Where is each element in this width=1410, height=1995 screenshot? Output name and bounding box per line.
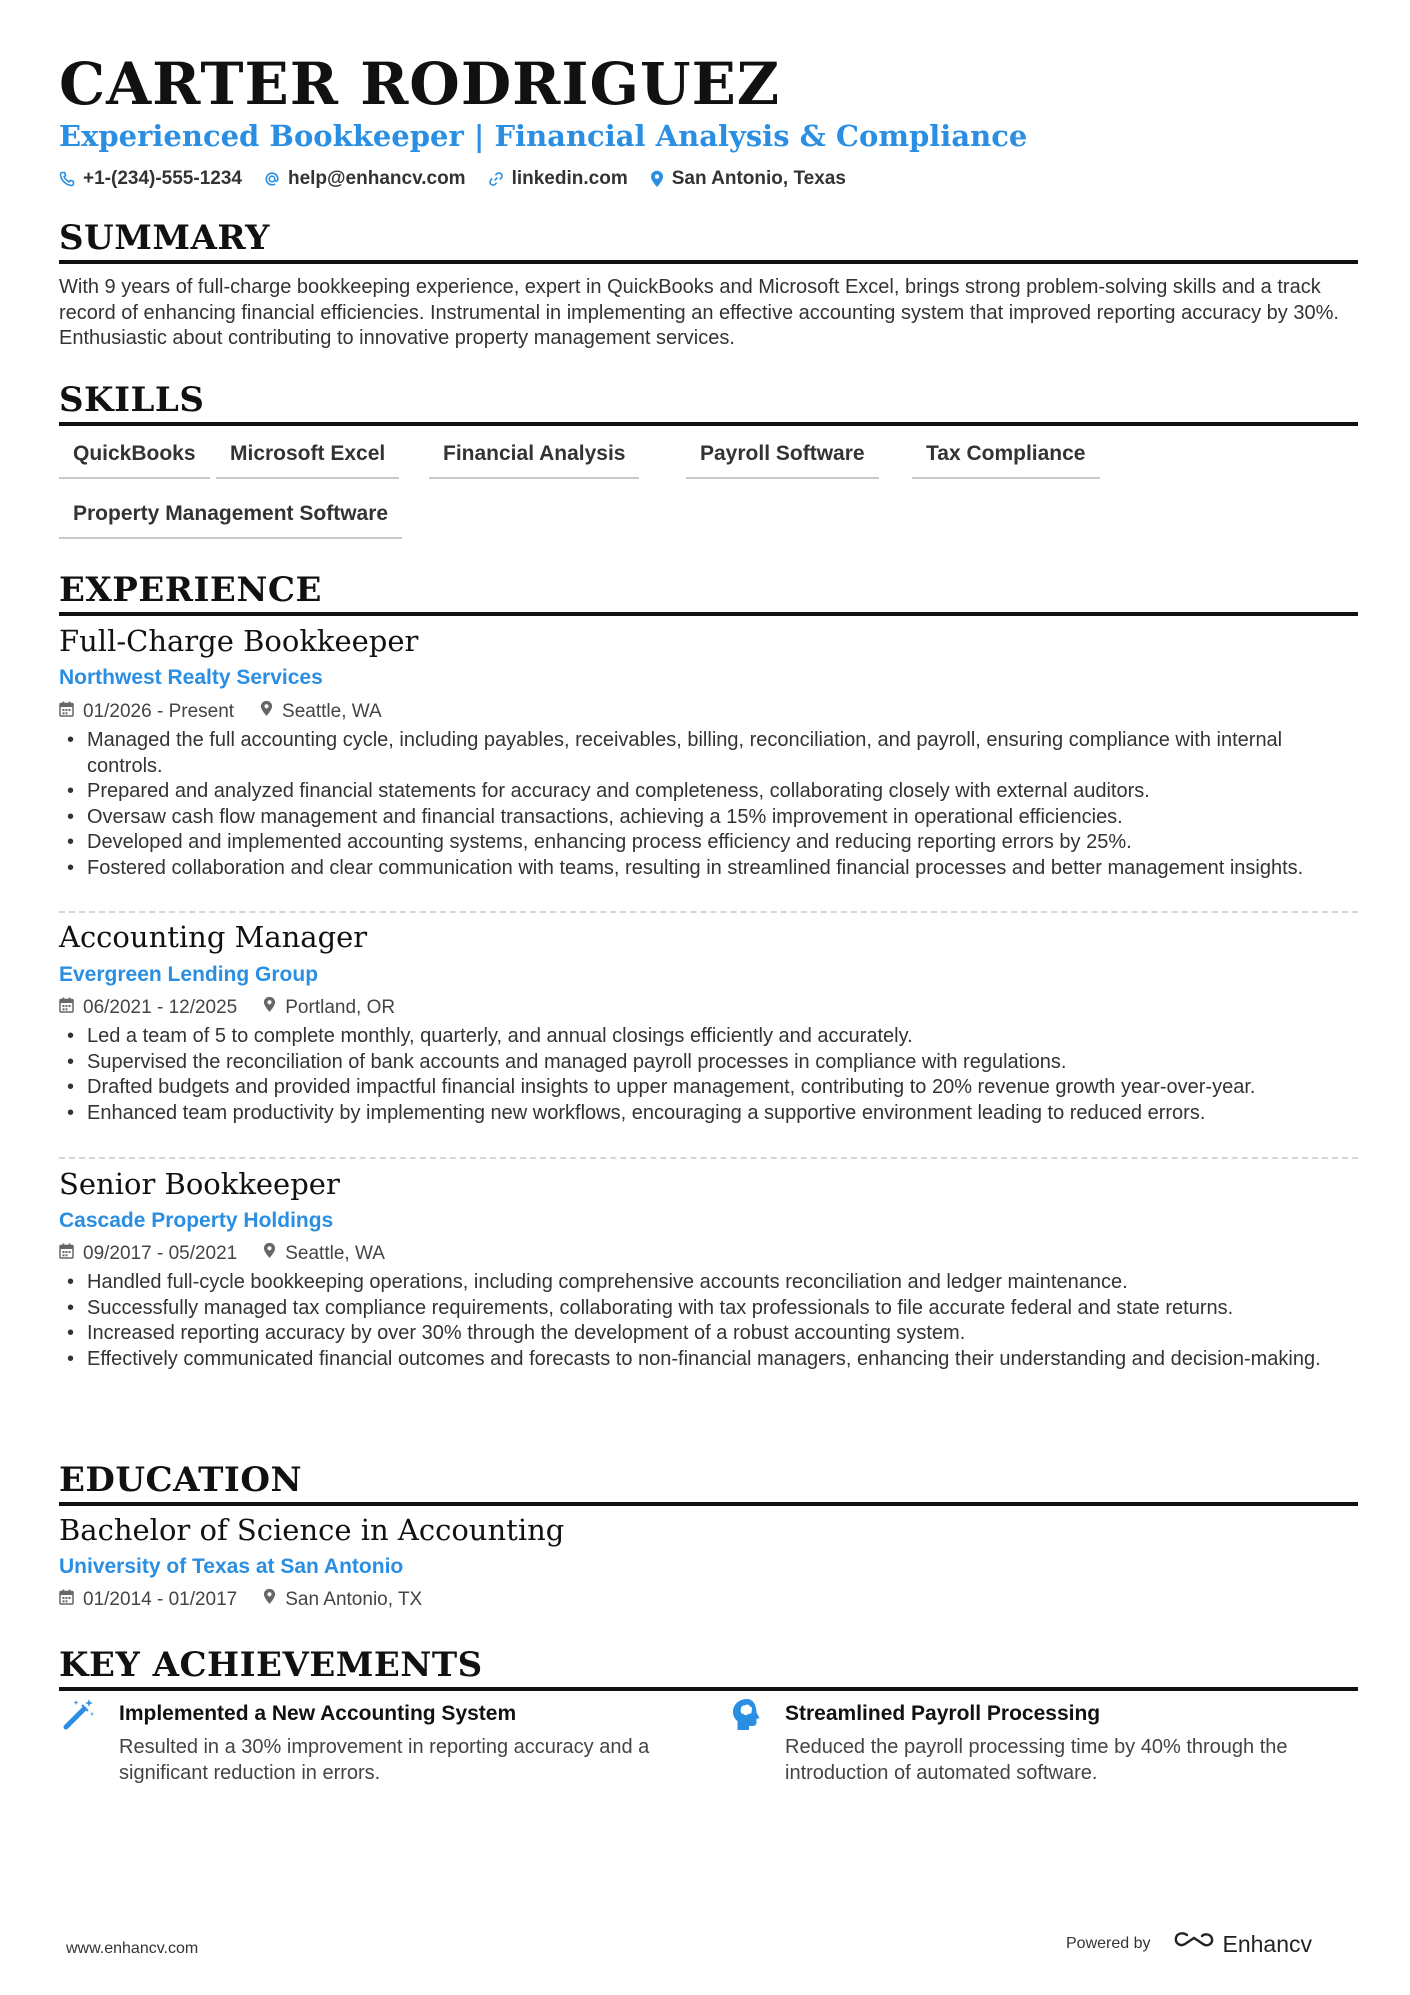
- job-bullets: [59, 1024, 1358, 1126]
- achievement-title: Implemented a New Accounting System: [119, 1702, 517, 1725]
- location-text: San Antonio, Texas: [671, 168, 846, 189]
- footer-website[interactable]: www.enhancv.com: [66, 1940, 199, 1957]
- education-dates: 01/2014 - 01/2017: [59, 1587, 237, 1613]
- contact-location: [650, 168, 846, 190]
- skill-tag: Microsoft Excel: [216, 433, 399, 479]
- summary-heading: SUMMARY: [59, 218, 1358, 264]
- footer-branding: [1066, 1930, 1312, 1958]
- enhancv-logo-icon: [1173, 1930, 1215, 1958]
- candidate-headline: Experienced Bookkeeper | Financial Analysis & Compliance: [59, 119, 1028, 153]
- summary-text: With 9 years of full-charge bookkeeping experience, expert in QuickBooks and Microsoft Excel, brings strong problem-solving skills and a track record of enhancing financial efficiencies. Instrumental in implementing an effective accounting system that improved reporting accuracy by 30%. Enthusiastic about contributing to innovative property management services.: [59, 276, 1339, 349]
- map-pin-icon: [263, 995, 276, 1021]
- achievement-title: Streamlined Payroll Processing: [785, 1702, 1101, 1725]
- list-item: • Drafted budgets and provided impactful financial insights to upper management, contributing to 20% revenue growth year-over-year.: [59, 1075, 1358, 1101]
- skill-tag: Financial Analysis: [429, 433, 639, 479]
- education-heading: EDUCATION: [59, 1460, 1358, 1506]
- company-name[interactable]: Northwest Realty Services: [59, 666, 323, 689]
- brand-logo[interactable]: [1173, 1930, 1313, 1958]
- achievement-text: Reduced the payroll processing time by 40% through the introduction of automated software.: [785, 1736, 1288, 1784]
- experience-heading: EXPERIENCE: [59, 570, 1358, 616]
- linkedin-text: linkedin.com: [511, 168, 628, 189]
- skill-tag: Property Management Software: [59, 493, 402, 539]
- list-item: • Led a team of 5 to complete monthly, quarterly, and annual closings efficiently and accurately.: [59, 1024, 1358, 1050]
- education-location: San Antonio, TX: [263, 1587, 422, 1613]
- list-item: • Handled full-cycle bookkeeping operations, including comprehensive accounts reconciliation and ledger maintenance.: [59, 1270, 1358, 1296]
- map-pin-icon: [650, 170, 664, 188]
- job-title: Full-Charge Bookkeeper: [59, 624, 419, 658]
- list-item: • Increased reporting accuracy by over 30% through the development of a robust accounting system.: [59, 1321, 1358, 1347]
- achievement-text: Resulted in a 30% improvement in reporting accuracy and a significant reduction in errors.: [119, 1736, 650, 1784]
- calendar-icon: [59, 699, 74, 725]
- list-item: • Supervised the reconciliation of bank accounts and managed payroll processes in compliance with regulations.: [59, 1050, 1358, 1076]
- brand-name: Enhancv: [1222, 1930, 1313, 1957]
- candidate-name: CARTER RODRIGUEZ: [59, 50, 781, 118]
- job-divider: [59, 1157, 1358, 1159]
- contact-email[interactable]: [264, 168, 466, 190]
- powered-by-text: Powered by: [1066, 1935, 1151, 1952]
- calendar-icon: [59, 1241, 74, 1267]
- list-item: • Successfully managed tax compliance requirements, collaborating with tax professionals to file accurate federal and state returns.: [59, 1296, 1358, 1322]
- list-item: • Managed the full accounting cycle, including payables, receivables, billing, reconciliation, and payroll, ensuring compliance with internal controls.: [59, 728, 1358, 779]
- job-bullets: [59, 728, 1358, 881]
- skill-tag: Tax Compliance: [912, 433, 1100, 479]
- job-meta: [59, 995, 421, 1021]
- job-location: Seattle, WA: [260, 699, 382, 725]
- skills-heading: SKILLS: [59, 380, 1358, 426]
- job-dates: 01/2026 - Present: [59, 699, 234, 725]
- map-pin-icon: [263, 1241, 276, 1267]
- map-pin-icon: [263, 1587, 276, 1613]
- skill-tag: Payroll Software: [686, 433, 879, 479]
- list-item: • Enhanced team productivity by implementing new workflows, encouraging a supportive environment leading to reduced errors.: [59, 1101, 1358, 1127]
- contact-linkedin[interactable]: [488, 168, 628, 190]
- job-dates: 09/2017 - 05/2021: [59, 1241, 237, 1267]
- job-location: Portland, OR: [263, 995, 395, 1021]
- list-item: • Oversaw cash flow management and financial transactions, achieving a 15% improvement in operational efficiencies.: [59, 805, 1358, 831]
- company-name[interactable]: Cascade Property Holdings: [59, 1209, 334, 1232]
- skill-tag: QuickBooks: [59, 433, 210, 479]
- job-meta: [59, 1241, 411, 1267]
- job-location: Seattle, WA: [263, 1241, 385, 1267]
- list-item: • Effectively communicated financial outcomes and forecasts to non-financial managers, enhancing their understanding and decision-making.: [59, 1347, 1358, 1373]
- list-item: • Prepared and analyzed financial statements for accuracy and completeness, collaborating closely with external auditors.: [59, 779, 1358, 805]
- calendar-icon: [59, 995, 74, 1021]
- brain-head-icon: [730, 1697, 764, 1738]
- phone-icon: [59, 171, 75, 187]
- list-item: • Fostered collaboration and clear communication with teams, resulting in streamlined financial processes and better management insights.: [59, 856, 1358, 882]
- job-meta: [59, 699, 408, 725]
- map-pin-icon: [260, 699, 273, 725]
- achievements-heading: KEY ACHIEVEMENTS: [59, 1645, 1358, 1691]
- company-name[interactable]: Evergreen Lending Group: [59, 963, 319, 986]
- at-sign-icon: [264, 171, 280, 187]
- job-dates: 06/2021 - 12/2025: [59, 995, 237, 1021]
- list-item: • Developed and implemented accounting systems, enhancing process efficiency and reducing reporting errors by 25%.: [59, 830, 1358, 856]
- contact-row: [59, 168, 846, 190]
- phone-text: +1-(234)-555-1234: [83, 168, 242, 189]
- job-bullets: [59, 1270, 1358, 1372]
- school-name[interactable]: University of Texas at San Antonio: [59, 1555, 404, 1578]
- calendar-icon: [59, 1587, 74, 1613]
- email-text: help@enhancv.com: [287, 168, 466, 189]
- degree-title: Bachelor of Science in Accounting: [59, 1513, 565, 1547]
- job-title: Senior Bookkeeper: [59, 1167, 340, 1201]
- education-meta: [59, 1587, 448, 1613]
- contact-phone[interactable]: [59, 168, 242, 190]
- job-divider: [59, 911, 1358, 913]
- link-icon: [488, 171, 504, 187]
- job-title: Accounting Manager: [59, 920, 368, 954]
- magic-wand-icon: [62, 1697, 96, 1736]
